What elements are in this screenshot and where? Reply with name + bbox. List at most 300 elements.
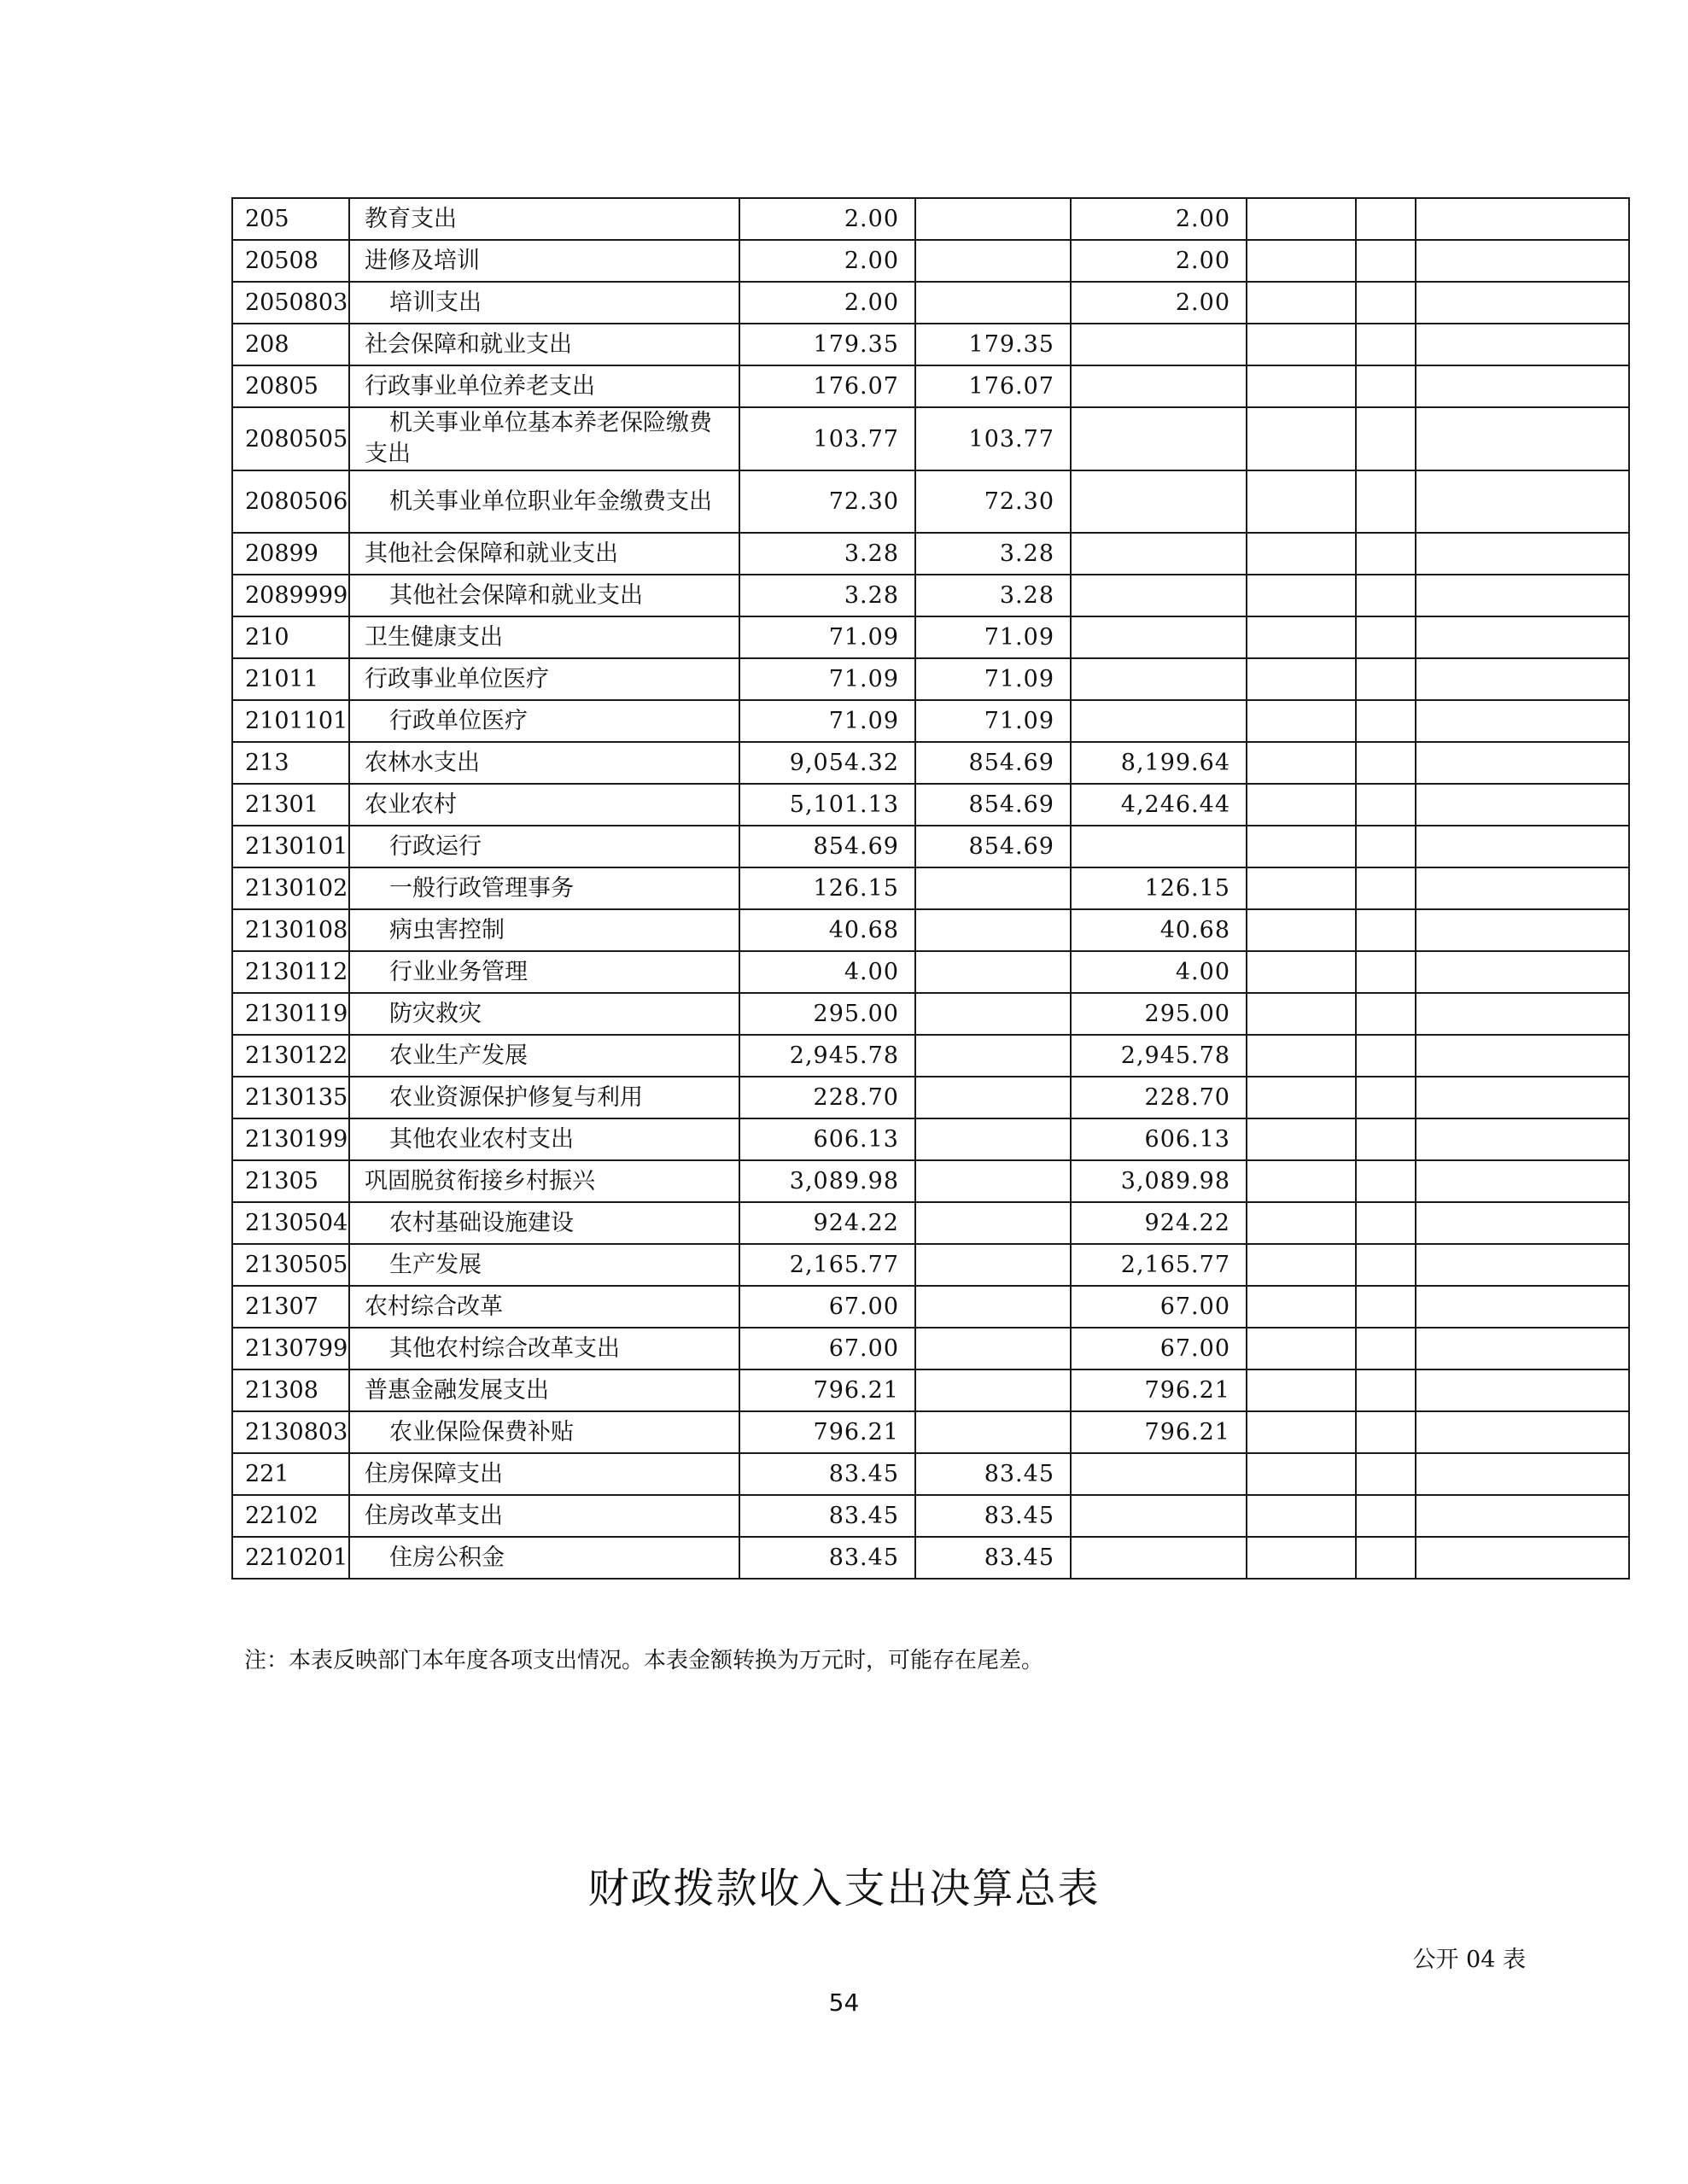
cell-name bbox=[349, 1328, 739, 1369]
cell-name-text: 其他社会保障和就业支出 bbox=[389, 582, 643, 609]
cell-empty-3 bbox=[1416, 324, 1629, 365]
cell-empty-3 bbox=[1416, 1286, 1629, 1328]
cell-empty-3 bbox=[1416, 867, 1629, 909]
cell-project bbox=[1071, 407, 1247, 470]
cell-empty-2 bbox=[1356, 993, 1416, 1035]
cell-empty-1 bbox=[1247, 1369, 1356, 1411]
cell-total: 606.13 bbox=[739, 1118, 915, 1160]
cell-name bbox=[349, 1160, 739, 1202]
cell-empty-3 bbox=[1416, 1118, 1629, 1160]
cell-empty-3 bbox=[1416, 784, 1629, 826]
cell-code: 205 bbox=[232, 198, 349, 240]
cell-name-text: 防灾救灾 bbox=[389, 1001, 482, 1027]
cell-name-text: 农林水支出 bbox=[365, 750, 480, 776]
cell-name-text: 行政事业单位医疗 bbox=[365, 666, 549, 692]
table-row bbox=[232, 1202, 1629, 1244]
table-row bbox=[232, 700, 1629, 742]
cell-code: 2080506 bbox=[232, 470, 349, 533]
cell-total: 9,054.32 bbox=[739, 742, 915, 784]
cell-empty-2 bbox=[1356, 1369, 1416, 1411]
cell-empty-3 bbox=[1416, 1537, 1629, 1579]
cell-total: 5,101.13 bbox=[739, 784, 915, 826]
cell-name bbox=[349, 240, 739, 282]
cell-empty-2 bbox=[1356, 470, 1416, 533]
cell-code: 2130504 bbox=[232, 1202, 349, 1244]
cell-total: 854.69 bbox=[739, 826, 915, 867]
cell-name-text: 住房保障支出 bbox=[365, 1461, 503, 1487]
table-row bbox=[232, 867, 1629, 909]
cell-total: 179.35 bbox=[739, 324, 915, 365]
cell-code: 2101101 bbox=[232, 700, 349, 742]
cell-name-text: 巩固脱贫衔接乡村振兴 bbox=[365, 1168, 595, 1194]
cell-empty-3 bbox=[1416, 533, 1629, 575]
cell-empty-1 bbox=[1247, 575, 1356, 616]
table-row bbox=[232, 826, 1629, 867]
cell-total: 40.68 bbox=[739, 909, 915, 951]
expenditure-table bbox=[231, 197, 1630, 1580]
cell-empty-2 bbox=[1356, 365, 1416, 407]
cell-project bbox=[1071, 1495, 1247, 1537]
cell-basic: 854.69 bbox=[915, 742, 1071, 784]
cell-project bbox=[1071, 1453, 1247, 1495]
cell-code: 21308 bbox=[232, 1369, 349, 1411]
cell-empty-2 bbox=[1356, 616, 1416, 658]
cell-empty-1 bbox=[1247, 951, 1356, 993]
cell-basic bbox=[915, 1077, 1071, 1118]
cell-code: 20899 bbox=[232, 533, 349, 575]
cell-empty-3 bbox=[1416, 1202, 1629, 1244]
cell-basic bbox=[915, 1118, 1071, 1160]
table-row bbox=[232, 240, 1629, 282]
cell-empty-2 bbox=[1356, 867, 1416, 909]
cell-name-text: 行政事业单位养老支出 bbox=[365, 373, 595, 400]
cell-code: 2130199 bbox=[232, 1118, 349, 1160]
cell-name bbox=[349, 1118, 739, 1160]
cell-empty-1 bbox=[1247, 909, 1356, 951]
cell-project: 67.00 bbox=[1071, 1328, 1247, 1369]
cell-empty-3 bbox=[1416, 1035, 1629, 1077]
cell-empty-2 bbox=[1356, 324, 1416, 365]
table-row bbox=[232, 909, 1629, 951]
cell-basic: 83.45 bbox=[915, 1495, 1071, 1537]
table-row bbox=[232, 784, 1629, 826]
cell-total: 2,945.78 bbox=[739, 1035, 915, 1077]
table-row bbox=[232, 1328, 1629, 1369]
cell-empty-1 bbox=[1247, 700, 1356, 742]
cell-empty-1 bbox=[1247, 470, 1356, 533]
cell-name-text: 行政运行 bbox=[389, 833, 482, 860]
cell-project: 228.70 bbox=[1071, 1077, 1247, 1118]
cell-empty-2 bbox=[1356, 1537, 1416, 1579]
cell-name-text: 卫生健康支出 bbox=[365, 624, 503, 651]
cell-code: 2089999 bbox=[232, 575, 349, 616]
cell-name bbox=[349, 1077, 739, 1118]
cell-code: 210 bbox=[232, 616, 349, 658]
table-row bbox=[232, 470, 1629, 533]
cell-project: 8,199.64 bbox=[1071, 742, 1247, 784]
cell-basic: 71.09 bbox=[915, 700, 1071, 742]
cell-empty-3 bbox=[1416, 616, 1629, 658]
cell-empty-2 bbox=[1356, 1160, 1416, 1202]
cell-name bbox=[349, 951, 739, 993]
cell-basic: 176.07 bbox=[915, 365, 1071, 407]
cell-project bbox=[1071, 658, 1247, 700]
cell-empty-2 bbox=[1356, 826, 1416, 867]
cell-name-text: 社会保障和就业支出 bbox=[365, 331, 572, 358]
cell-name bbox=[349, 784, 739, 826]
cell-name-text: 住房公积金 bbox=[389, 1545, 505, 1571]
cell-project: 796.21 bbox=[1071, 1369, 1247, 1411]
table-row bbox=[232, 533, 1629, 575]
cell-name-text: 生产发展 bbox=[389, 1252, 482, 1278]
cell-code: 20508 bbox=[232, 240, 349, 282]
cell-empty-3 bbox=[1416, 575, 1629, 616]
cell-code: 2080505 bbox=[232, 407, 349, 470]
cell-total: 71.09 bbox=[739, 700, 915, 742]
cell-project bbox=[1071, 826, 1247, 867]
cell-basic bbox=[915, 1369, 1071, 1411]
cell-project: 4.00 bbox=[1071, 951, 1247, 993]
cell-basic bbox=[915, 1244, 1071, 1286]
cell-total: 3,089.98 bbox=[739, 1160, 915, 1202]
cell-total: 2.00 bbox=[739, 198, 915, 240]
cell-name bbox=[349, 1202, 739, 1244]
cell-name-text: 行政单位医疗 bbox=[389, 708, 528, 734]
table-row bbox=[232, 198, 1629, 240]
cell-empty-2 bbox=[1356, 951, 1416, 993]
cell-project: 67.00 bbox=[1071, 1286, 1247, 1328]
cell-name bbox=[349, 1495, 739, 1537]
cell-name bbox=[349, 700, 739, 742]
cell-name bbox=[349, 1035, 739, 1077]
cell-project bbox=[1071, 575, 1247, 616]
cell-code: 22102 bbox=[232, 1495, 349, 1537]
table-body bbox=[232, 198, 1629, 1579]
cell-empty-1 bbox=[1247, 324, 1356, 365]
cell-basic: 3.28 bbox=[915, 575, 1071, 616]
table-row bbox=[232, 282, 1629, 324]
cell-empty-3 bbox=[1416, 909, 1629, 951]
cell-code: 213 bbox=[232, 742, 349, 784]
cell-empty-2 bbox=[1356, 784, 1416, 826]
cell-project: 2,165.77 bbox=[1071, 1244, 1247, 1286]
cell-name bbox=[349, 909, 739, 951]
table-note: 注：本表反映部门本年度各项支出情况。本表金额转换为万元时，可能存在尾差。 bbox=[244, 1648, 1044, 1673]
cell-name-text: 行业业务管理 bbox=[389, 959, 528, 985]
cell-empty-1 bbox=[1247, 1453, 1356, 1495]
cell-empty-1 bbox=[1247, 784, 1356, 826]
cell-total: 2.00 bbox=[739, 282, 915, 324]
cell-empty-1 bbox=[1247, 742, 1356, 784]
cell-empty-2 bbox=[1356, 1453, 1416, 1495]
cell-empty-2 bbox=[1356, 1077, 1416, 1118]
cell-basic bbox=[915, 198, 1071, 240]
cell-name-text: 农业资源保护修复与利用 bbox=[389, 1084, 643, 1111]
cell-name-text: 住房改革支出 bbox=[365, 1503, 503, 1529]
table-row bbox=[232, 407, 1629, 470]
page-number: 54 bbox=[828, 1988, 860, 2017]
cell-total: 103.77 bbox=[739, 407, 915, 470]
cell-name bbox=[349, 1369, 739, 1411]
cell-empty-1 bbox=[1247, 1411, 1356, 1453]
table-row bbox=[232, 1286, 1629, 1328]
cell-total: 295.00 bbox=[739, 993, 915, 1035]
cell-name bbox=[349, 826, 739, 867]
cell-basic: 3.28 bbox=[915, 533, 1071, 575]
cell-name-text: 农业保险保费补贴 bbox=[389, 1419, 574, 1445]
cell-total: 796.21 bbox=[739, 1369, 915, 1411]
cell-name bbox=[349, 616, 739, 658]
cell-code: 208 bbox=[232, 324, 349, 365]
table-row bbox=[232, 1244, 1629, 1286]
cell-empty-2 bbox=[1356, 658, 1416, 700]
table-row bbox=[232, 324, 1629, 365]
table-row bbox=[232, 1035, 1629, 1077]
cell-empty-2 bbox=[1356, 700, 1416, 742]
cell-empty-3 bbox=[1416, 198, 1629, 240]
cell-total: 71.09 bbox=[739, 658, 915, 700]
cell-empty-3 bbox=[1416, 1411, 1629, 1453]
cell-name bbox=[349, 324, 739, 365]
cell-basic bbox=[915, 1411, 1071, 1453]
cell-empty-2 bbox=[1356, 240, 1416, 282]
cell-name bbox=[349, 742, 739, 784]
cell-empty-1 bbox=[1247, 1328, 1356, 1369]
cell-empty-2 bbox=[1356, 742, 1416, 784]
table-row bbox=[232, 1411, 1629, 1453]
cell-project: 126.15 bbox=[1071, 867, 1247, 909]
cell-code: 2130119 bbox=[232, 993, 349, 1035]
cell-project bbox=[1071, 616, 1247, 658]
cell-empty-2 bbox=[1356, 1495, 1416, 1537]
cell-basic: 854.69 bbox=[915, 784, 1071, 826]
cell-empty-3 bbox=[1416, 826, 1629, 867]
cell-total: 83.45 bbox=[739, 1537, 915, 1579]
cell-empty-2 bbox=[1356, 282, 1416, 324]
cell-empty-1 bbox=[1247, 826, 1356, 867]
cell-project: 2.00 bbox=[1071, 198, 1247, 240]
cell-project: 2.00 bbox=[1071, 240, 1247, 282]
cell-empty-3 bbox=[1416, 742, 1629, 784]
cell-name-text: 机关事业单位基本养老保险缴费支出 bbox=[365, 410, 712, 467]
cell-code: 2210201 bbox=[232, 1537, 349, 1579]
cell-empty-3 bbox=[1416, 470, 1629, 533]
cell-empty-3 bbox=[1416, 1160, 1629, 1202]
cell-empty-3 bbox=[1416, 407, 1629, 470]
cell-total: 67.00 bbox=[739, 1328, 915, 1369]
cell-code: 2130102 bbox=[232, 867, 349, 909]
cell-basic bbox=[915, 993, 1071, 1035]
cell-basic: 71.09 bbox=[915, 616, 1071, 658]
cell-name-text: 机关事业单位职业年金缴费支出 bbox=[389, 488, 712, 515]
cell-empty-2 bbox=[1356, 1035, 1416, 1077]
cell-total: 176.07 bbox=[739, 365, 915, 407]
cell-total: 72.30 bbox=[739, 470, 915, 533]
cell-name bbox=[349, 365, 739, 407]
cell-empty-1 bbox=[1247, 658, 1356, 700]
cell-total: 2,165.77 bbox=[739, 1244, 915, 1286]
cell-empty-2 bbox=[1356, 1202, 1416, 1244]
cell-project bbox=[1071, 700, 1247, 742]
cell-empty-3 bbox=[1416, 1328, 1629, 1369]
cell-project bbox=[1071, 365, 1247, 407]
cell-name bbox=[349, 470, 739, 533]
next-table-title: 财政拨款收入支出决算总表 bbox=[587, 1865, 1101, 1912]
cell-basic bbox=[915, 867, 1071, 909]
cell-total: 71.09 bbox=[739, 616, 915, 658]
cell-code: 2130803 bbox=[232, 1411, 349, 1453]
cell-name bbox=[349, 1411, 739, 1453]
cell-empty-2 bbox=[1356, 1411, 1416, 1453]
cell-empty-1 bbox=[1247, 1202, 1356, 1244]
cell-project: 796.21 bbox=[1071, 1411, 1247, 1453]
cell-name-text: 农村基础设施建设 bbox=[389, 1210, 574, 1236]
cell-name-text: 进修及培训 bbox=[365, 248, 480, 274]
cell-empty-3 bbox=[1416, 951, 1629, 993]
cell-empty-1 bbox=[1247, 365, 1356, 407]
cell-basic bbox=[915, 1202, 1071, 1244]
cell-empty-1 bbox=[1247, 1537, 1356, 1579]
cell-project: 40.68 bbox=[1071, 909, 1247, 951]
cell-empty-2 bbox=[1356, 575, 1416, 616]
cell-total: 67.00 bbox=[739, 1286, 915, 1328]
cell-empty-1 bbox=[1247, 1160, 1356, 1202]
cell-name-text: 农村综合改革 bbox=[365, 1293, 503, 1320]
cell-code: 20805 bbox=[232, 365, 349, 407]
cell-name-text: 教育支出 bbox=[365, 206, 457, 232]
cell-project: 2,945.78 bbox=[1071, 1035, 1247, 1077]
cell-basic bbox=[915, 951, 1071, 993]
cell-name bbox=[349, 575, 739, 616]
cell-name-text: 其他农村综合改革支出 bbox=[389, 1335, 620, 1362]
cell-name bbox=[349, 1537, 739, 1579]
cell-code: 2130122 bbox=[232, 1035, 349, 1077]
cell-basic: 179.35 bbox=[915, 324, 1071, 365]
cell-empty-1 bbox=[1247, 1118, 1356, 1160]
cell-project: 606.13 bbox=[1071, 1118, 1247, 1160]
cell-basic: 854.69 bbox=[915, 826, 1071, 867]
cell-empty-2 bbox=[1356, 407, 1416, 470]
cell-name-text: 普惠金融发展支出 bbox=[365, 1377, 549, 1404]
cell-empty-1 bbox=[1247, 198, 1356, 240]
cell-total: 126.15 bbox=[739, 867, 915, 909]
cell-code: 21305 bbox=[232, 1160, 349, 1202]
cell-basic: 83.45 bbox=[915, 1537, 1071, 1579]
cell-basic bbox=[915, 1328, 1071, 1369]
table-row bbox=[232, 658, 1629, 700]
cell-project bbox=[1071, 470, 1247, 533]
cell-name bbox=[349, 993, 739, 1035]
cell-empty-1 bbox=[1247, 1495, 1356, 1537]
cell-empty-2 bbox=[1356, 1118, 1416, 1160]
table-row bbox=[232, 575, 1629, 616]
table-row bbox=[232, 1453, 1629, 1495]
cell-name bbox=[349, 1244, 739, 1286]
cell-empty-1 bbox=[1247, 1286, 1356, 1328]
table-row bbox=[232, 1118, 1629, 1160]
cell-total: 3.28 bbox=[739, 575, 915, 616]
cell-basic: 83.45 bbox=[915, 1453, 1071, 1495]
cell-project: 2.00 bbox=[1071, 282, 1247, 324]
next-table-number: 公开 04 表 bbox=[1412, 1947, 1526, 1973]
cell-empty-1 bbox=[1247, 407, 1356, 470]
table-row bbox=[232, 365, 1629, 407]
cell-name bbox=[349, 198, 739, 240]
cell-total: 924.22 bbox=[739, 1202, 915, 1244]
cell-basic: 72.30 bbox=[915, 470, 1071, 533]
cell-total: 83.45 bbox=[739, 1453, 915, 1495]
cell-name bbox=[349, 282, 739, 324]
cell-name-text: 病虫害控制 bbox=[389, 917, 505, 943]
table-row bbox=[232, 1369, 1629, 1411]
cell-empty-3 bbox=[1416, 658, 1629, 700]
table-row bbox=[232, 1077, 1629, 1118]
cell-name-text: 培训支出 bbox=[389, 289, 482, 316]
cell-name-text: 农业生产发展 bbox=[389, 1042, 528, 1069]
cell-project: 295.00 bbox=[1071, 993, 1247, 1035]
table-row bbox=[232, 1537, 1629, 1579]
cell-empty-1 bbox=[1247, 616, 1356, 658]
table-row bbox=[232, 1160, 1629, 1202]
cell-name bbox=[349, 867, 739, 909]
cell-project: 4,246.44 bbox=[1071, 784, 1247, 826]
cell-empty-3 bbox=[1416, 282, 1629, 324]
cell-empty-1 bbox=[1247, 1244, 1356, 1286]
cell-name-text: 其他社会保障和就业支出 bbox=[365, 540, 618, 567]
cell-empty-2 bbox=[1356, 533, 1416, 575]
cell-project bbox=[1071, 324, 1247, 365]
cell-code: 21301 bbox=[232, 784, 349, 826]
cell-code: 21307 bbox=[232, 1286, 349, 1328]
cell-code: 221 bbox=[232, 1453, 349, 1495]
table-row bbox=[232, 616, 1629, 658]
cell-basic: 71.09 bbox=[915, 658, 1071, 700]
cell-name-text: 其他农业农村支出 bbox=[389, 1126, 574, 1153]
cell-empty-3 bbox=[1416, 1495, 1629, 1537]
cell-empty-2 bbox=[1356, 1244, 1416, 1286]
cell-basic bbox=[915, 282, 1071, 324]
cell-code: 2130135 bbox=[232, 1077, 349, 1118]
cell-code: 2130101 bbox=[232, 826, 349, 867]
cell-empty-3 bbox=[1416, 1369, 1629, 1411]
table-row bbox=[232, 993, 1629, 1035]
cell-empty-1 bbox=[1247, 533, 1356, 575]
cell-total: 2.00 bbox=[739, 240, 915, 282]
cell-empty-3 bbox=[1416, 1453, 1629, 1495]
cell-name bbox=[349, 533, 739, 575]
cell-basic bbox=[915, 240, 1071, 282]
cell-empty-1 bbox=[1247, 240, 1356, 282]
cell-empty-1 bbox=[1247, 282, 1356, 324]
cell-empty-1 bbox=[1247, 867, 1356, 909]
table-row bbox=[232, 951, 1629, 993]
table-row bbox=[232, 1495, 1629, 1537]
cell-name bbox=[349, 1453, 739, 1495]
cell-project: 3,089.98 bbox=[1071, 1160, 1247, 1202]
cell-code: 2130505 bbox=[232, 1244, 349, 1286]
cell-empty-1 bbox=[1247, 1077, 1356, 1118]
cell-project bbox=[1071, 533, 1247, 575]
cell-project bbox=[1071, 1537, 1247, 1579]
cell-name-text: 一般行政管理事务 bbox=[389, 875, 574, 902]
cell-empty-1 bbox=[1247, 993, 1356, 1035]
cell-empty-3 bbox=[1416, 1077, 1629, 1118]
cell-total: 796.21 bbox=[739, 1411, 915, 1453]
cell-code: 2130112 bbox=[232, 951, 349, 993]
cell-empty-2 bbox=[1356, 198, 1416, 240]
cell-name bbox=[349, 658, 739, 700]
cell-project: 924.22 bbox=[1071, 1202, 1247, 1244]
